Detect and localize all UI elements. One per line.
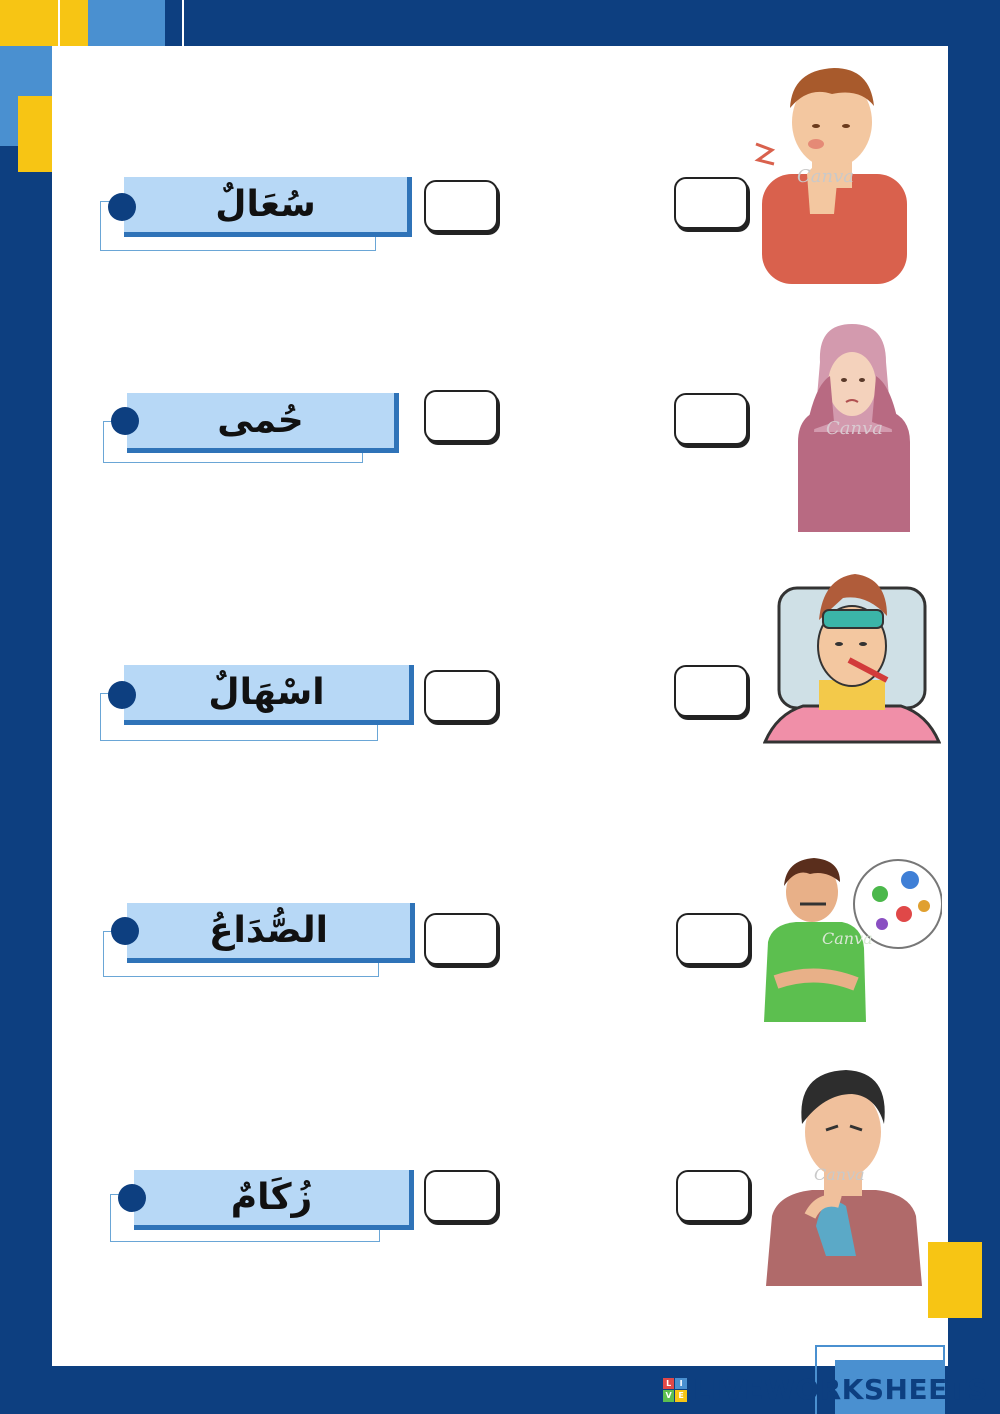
fever-boy-icon: [763, 564, 941, 744]
logo-letter: V: [663, 1390, 675, 1402]
answer-box-word-3[interactable]: [424, 670, 498, 722]
answer-box-picture-3[interactable]: [674, 665, 748, 717]
word-text: زُكَامٌ: [230, 1177, 313, 1218]
word-label: [110, 1170, 430, 1250]
logo-letter: E: [675, 1390, 687, 1402]
word-text: حُمى: [217, 400, 304, 441]
label-box: [124, 665, 414, 725]
bullet-dot: [111, 407, 139, 435]
answer-box-picture-2[interactable]: [674, 393, 748, 445]
answer-box-word-5[interactable]: [424, 1170, 498, 1222]
stomachache-boy-icon: [756, 852, 942, 1022]
coughing-boy-icon: [752, 64, 912, 284]
word-label: [103, 903, 423, 983]
corner-deco-yellow-bottom: [928, 1242, 982, 1318]
answer-box-word-2[interactable]: [424, 390, 498, 442]
bullet-dot: [108, 681, 136, 709]
word-label: [103, 393, 423, 473]
answer-box-word-4[interactable]: [424, 913, 498, 965]
word-label: [100, 665, 420, 745]
label-box: [134, 1170, 414, 1230]
bullet-dot: [118, 1184, 146, 1212]
answer-box-picture-1[interactable]: [674, 177, 748, 229]
watermark-text: Canva: [822, 929, 873, 948]
word-text: سُعَالٌ: [215, 184, 316, 225]
bullet-dot: [111, 917, 139, 945]
label-box: [127, 393, 399, 453]
sneezing-boy-icon: [766, 1066, 922, 1286]
watermark-text: Canva: [814, 1165, 865, 1184]
headache-girl-icon: [788, 322, 918, 532]
brand-name: LIVEWORKSHEETS: [692, 1373, 988, 1406]
word-text: الصُّدَاعُ: [208, 910, 329, 951]
label-box: [124, 177, 412, 237]
brand-logo-link[interactable]: [663, 1373, 988, 1406]
label-box: [127, 903, 415, 963]
liveworksheets-logo-icon: [663, 1378, 687, 1402]
watermark-text: Canva: [826, 418, 883, 439]
answer-box-word-1[interactable]: [424, 180, 498, 232]
logo-letter: I: [675, 1378, 687, 1390]
word-text: اسْهَالٌ: [208, 672, 325, 713]
logo-letter: L: [663, 1378, 675, 1390]
bullet-dot: [108, 193, 136, 221]
answer-box-picture-5[interactable]: [676, 1170, 750, 1222]
word-label: [100, 177, 420, 257]
answer-box-picture-4[interactable]: [676, 913, 750, 965]
watermark-text: Canva: [797, 166, 854, 187]
